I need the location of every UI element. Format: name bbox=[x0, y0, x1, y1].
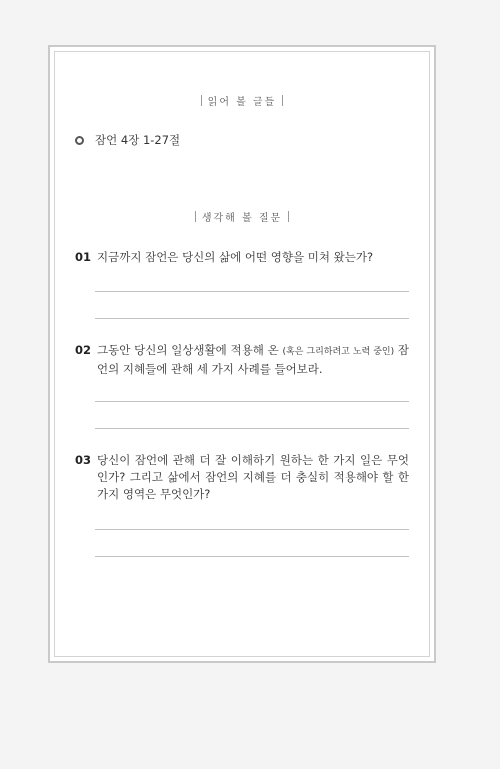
question-text-aside: (혹은 그리하려고 노력 중인) bbox=[282, 347, 395, 357]
reading-section-heading bbox=[55, 93, 429, 108]
answer-line bbox=[95, 291, 409, 292]
question-section-heading bbox=[55, 209, 429, 224]
answer-line bbox=[95, 556, 409, 557]
circle-bullet-icon bbox=[75, 136, 84, 145]
question-text: 지금까지 잠언은 당신의 삶에 어떤 영향을 미쳐 왔는가? bbox=[97, 250, 374, 264]
question-01 bbox=[75, 249, 409, 266]
question-number: 01 bbox=[75, 250, 92, 264]
answer-line bbox=[95, 529, 409, 530]
question-03 bbox=[75, 452, 409, 503]
question-02 bbox=[75, 342, 409, 378]
question-text-part: 잠언의 지혜들에 관해 세 가지 사례를 들어보라. bbox=[97, 343, 410, 376]
answer-line bbox=[95, 318, 409, 319]
heading-bar-left bbox=[195, 211, 196, 222]
question-number: 02 bbox=[75, 343, 92, 357]
heading-bar-right bbox=[282, 95, 283, 106]
question-text bbox=[97, 342, 409, 378]
answer-line bbox=[95, 401, 409, 402]
reading-item-text: 잠언 4장 1-27절 bbox=[95, 133, 181, 147]
heading-bar-right bbox=[288, 211, 289, 222]
workbook-page bbox=[48, 45, 436, 663]
question-text: 당신이 잠언에 관해 더 잘 이해하기 원하는 한 가지 일은 무엇인가? 그리고 삶에서 잠언의 지혜를 더 충실히 적용해야 할 한 가지 영역은 무엇인가? bbox=[97, 453, 409, 501]
reading-item bbox=[75, 132, 180, 148]
reading-heading-text: 읽어 볼 글들 bbox=[207, 97, 277, 108]
question-heading-text: 생각해 볼 질문 bbox=[201, 213, 283, 224]
question-text-part: 그동안 당신의 일상생활에 적용해 온 bbox=[97, 343, 283, 357]
heading-bar-left bbox=[201, 95, 202, 106]
question-number: 03 bbox=[75, 453, 92, 467]
answer-line bbox=[95, 428, 409, 429]
page-inner-border bbox=[54, 51, 430, 657]
